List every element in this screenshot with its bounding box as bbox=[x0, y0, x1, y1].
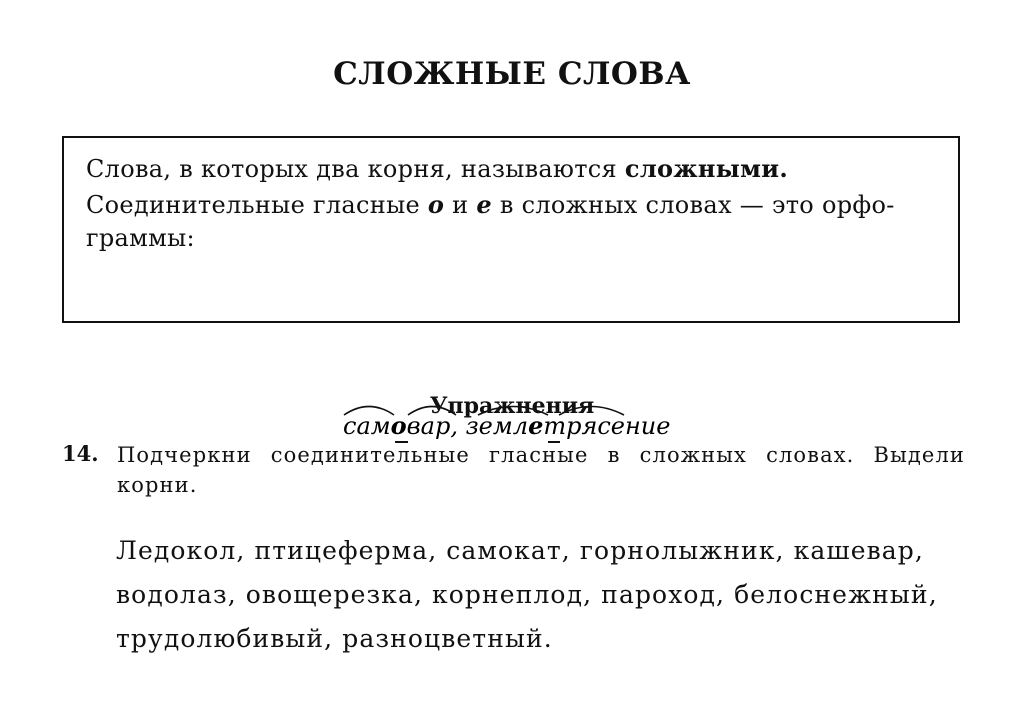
rule-text: Слова, в которых два корня, называются bbox=[86, 155, 625, 183]
vowel-e: е bbox=[476, 190, 492, 219]
rule-line-3: граммы: bbox=[86, 224, 195, 252]
rule-term: сложными. bbox=[624, 154, 789, 183]
example-root: вар bbox=[406, 412, 451, 440]
word-list-line: трудолюбивый, разноцветный. bbox=[116, 624, 553, 653]
example-root: трясение bbox=[543, 412, 671, 440]
example-separator: , bbox=[450, 412, 466, 440]
rule-text: в сложных словах — это орфо- bbox=[491, 191, 895, 219]
rule-line-2 bbox=[86, 190, 895, 219]
vowel-o: о bbox=[427, 190, 445, 219]
word-list-line: Ледокол, птицеферма, самокат, горнолыжник, кашевар, bbox=[116, 536, 924, 565]
page-title: СЛОЖНЫЕ СЛОВА bbox=[333, 56, 691, 92]
example-root: земл bbox=[465, 412, 529, 440]
example-vowel: е bbox=[528, 411, 544, 440]
example-root: сам bbox=[343, 412, 391, 440]
rule-line-1 bbox=[86, 154, 788, 183]
section-title: Упражнения bbox=[429, 393, 595, 419]
rule-text: и bbox=[444, 191, 477, 219]
word-list-line: водолаз, овощерезка, корнеплод, пароход, белоснежный, bbox=[116, 580, 938, 609]
rule-text: Соединительные гласные bbox=[86, 191, 428, 219]
exercise-task: Подчеркни соединительные гласные в сложных словах. Выдели корни. bbox=[117, 443, 965, 497]
exercise-number: 14. bbox=[62, 441, 99, 466]
example-vowel: о bbox=[390, 411, 407, 440]
